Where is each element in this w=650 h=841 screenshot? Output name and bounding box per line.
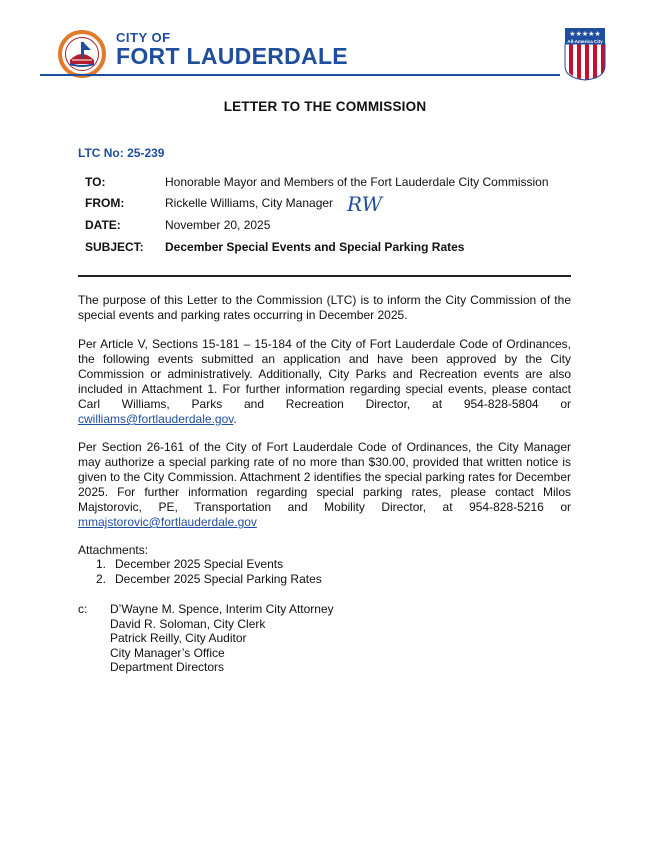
memo-separator: [78, 275, 571, 277]
cc-recipients-list: [110, 602, 334, 675]
cc-recipient: Department Directors: [110, 660, 225, 674]
attachments-heading: Attachments:: [78, 543, 149, 557]
signature-initials-text: RW: [347, 192, 383, 216]
city-name-heading: FORT LAUDERDALE: [116, 43, 348, 69]
purpose-paragraph: The purpose of this Letter to the Commission (LTC) is to inform the City Commission of the special events and parking rates occurring in December 2025.: [78, 293, 571, 322]
cc-recipient: Patrick Reilly, City Auditor: [110, 631, 247, 645]
attachment-item: [96, 557, 322, 572]
svg-text:★★★★★: ★★★★★: [569, 30, 601, 38]
special-events-end: .: [233, 412, 237, 426]
subject-value: December Special Events and Special Parking Rates: [165, 240, 465, 254]
to-label: TO:: [85, 175, 106, 189]
parking-rates-paragraph: [78, 440, 571, 530]
email-link-cwilliams[interactable]: cwilliams@fortlauderdale.gov: [78, 412, 234, 426]
header-divider: [40, 74, 560, 76]
attachments-list: [96, 557, 322, 587]
email-link-mmajstorovic[interactable]: mmajstorovic@fortlauderdale.gov: [78, 515, 257, 529]
date-value: November 20, 2025: [165, 218, 271, 232]
attachment-label: December 2025 Special Parking Rates: [115, 572, 322, 586]
parking-rates-text: Per Section 26-161 of the City of Fort Lauderdale Code of Ordinances, the City Manager may authorize a special parking rate of no more than $30.00, provided that written notice is given to the City Commission. Attachment 2 identifies the special parking rates for December 2025. For further information regarding special parking rates, please contact Milos Majstorovic, PE, Transportation and Mobility Director, at 954-828-5216 or: [78, 440, 571, 514]
attachment-label: December 2025 Special Events: [115, 557, 284, 571]
attachment-item: [96, 572, 322, 587]
cc-recipient: D’Wayne M. Spence, Interim City Attorney: [110, 602, 334, 616]
manager-signature-initials: [345, 190, 385, 218]
date-label: DATE:: [85, 218, 121, 232]
subject-label: SUBJECT:: [85, 240, 144, 254]
letter-title: LETTER TO THE COMMISSION: [223, 99, 427, 114]
cc-recipient: David R. Soloman, City Clerk: [110, 616, 266, 631]
attachment-number: 2.: [96, 572, 107, 586]
all-america-city-badge: [563, 26, 607, 82]
attachment-number: 1.: [96, 557, 107, 571]
city-of-label: CITY OF: [116, 30, 171, 45]
special-events-text: Per Article V, Sections 15-181 – 15-184 of the City of Fort Lauderdale Code of Ordinances, the following events submitted an application and have been approved by the City Commission or administratively. Additionally, City Parks and Recreation events are also included in Attachment 1. For further information regarding special events, please contact Carl Williams, Parks and Recreation Director, at 954-828-5804 or: [78, 337, 571, 411]
to-value: Honorable Mayor and Members of the Fort Lauderdale City Commission: [165, 175, 549, 189]
cc-label: c:: [78, 602, 88, 616]
badge-label: All-America City: [567, 39, 603, 44]
city-seal-logo: [58, 30, 106, 78]
from-label: FROM:: [85, 196, 125, 210]
cc-recipient: City Manager’s Office: [110, 645, 225, 660]
special-events-paragraph: [78, 337, 571, 427]
ltc-number: LTC No: 25-239: [78, 146, 165, 160]
from-value: Rickelle Williams, City Manager: [165, 196, 334, 210]
